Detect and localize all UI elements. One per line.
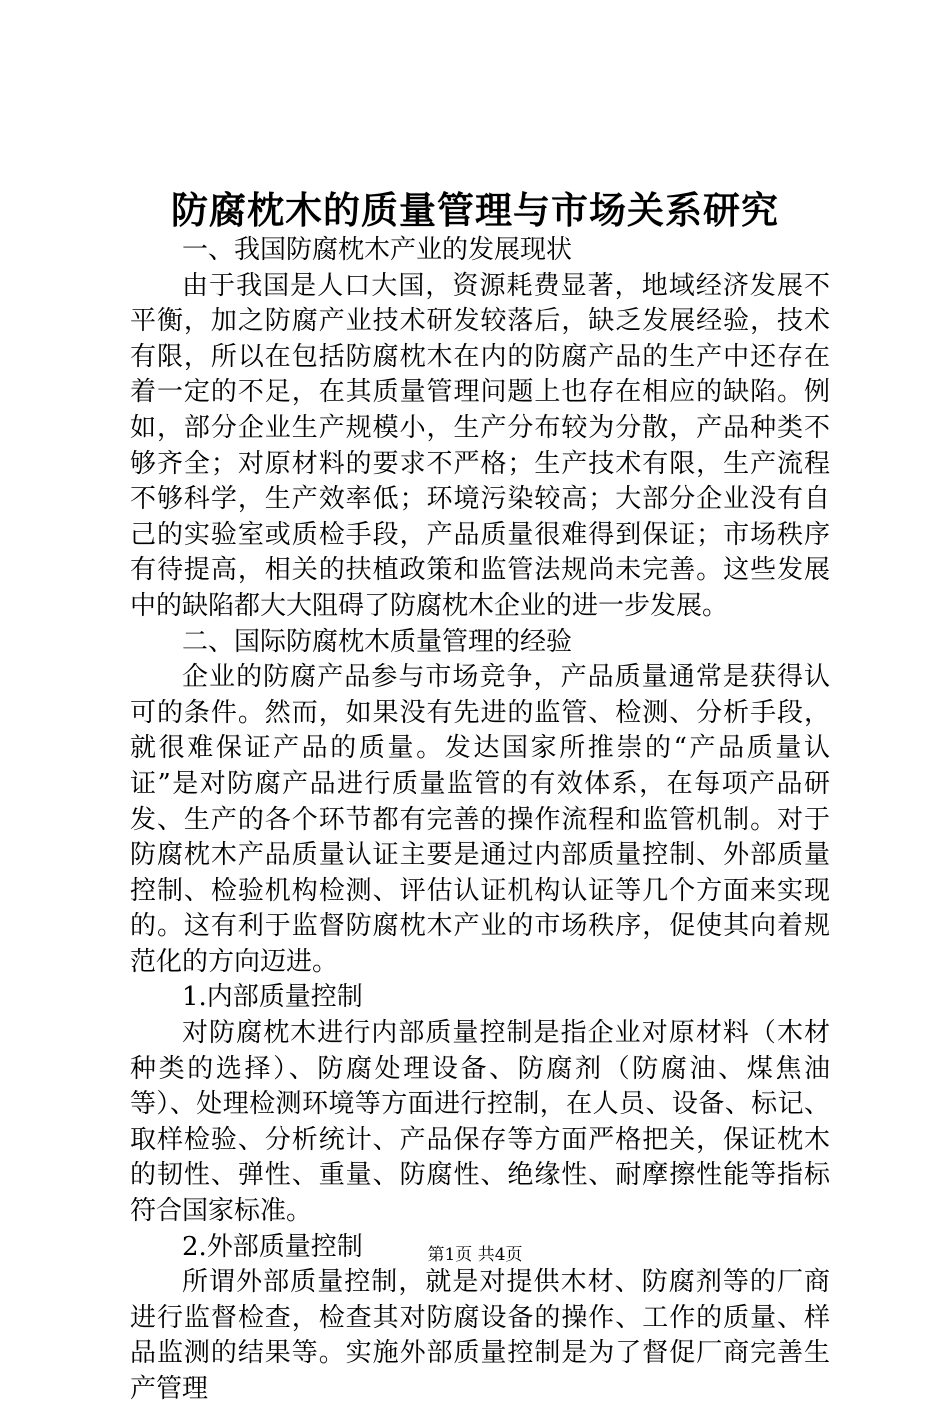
subsection-heading-2: 2.外部质量控制 (182, 1231, 363, 1262)
section-heading-1: 一、我国防腐枕木产业的发展现状 (182, 235, 573, 265)
section-heading-2: 二、国际防腐枕木质量管理的经验 (182, 626, 573, 657)
subsection-heading-1: 1.内部质量控制 (182, 982, 363, 1013)
paragraph: 所谓外部质量控制，就是对提供木材、防腐剂等的厂商进行监督检查，检查其对防腐设备的操作、工作的质量、样品监测的结果等。实施外部质量控制是为了督促厂商完善生产管理 (130, 1267, 830, 1404)
document-body (130, 233, 830, 1408)
paragraph: 对防腐枕木进行内部质量控制是指企业对原材料（木材种类的选择）、防腐处理设备、防腐剂（防腐油、煤焦油等）、处理检测环境等方面进行控制，在人员、设备、标记、取样检验、分析统计、产品保存等方面严格把关，保证枕木的韧性、弹性、重量、防腐性、绝缘性、耐摩擦性能等指标符合国家标准。 (130, 1018, 830, 1227)
page-footer: 第1页 共4页 (427, 1245, 523, 1265)
document-title: 防腐枕木的质量管理与市场关系研究 (171, 188, 779, 232)
paragraph: 由于我国是人口大国，资源耗费显著，地域经济发展不平衡，加之防腐产业技术研发较落后，缺乏发展经验，技术有限，所以在包括防腐枕木在内的防腐产品的生产中还存在着一定的不足，在其质量管理问题上也存在相应的缺陷。例如，部分企业生产规模小，生产分布较为分散，产品种类不够齐全；对原材料的要求不严格；生产技术有限，生产流程不够科学，生产效率低；环境污染较高；大部分企业没有自己的实验室或质检手段，产品质量很难得到保证；市场秩序有待提高，相关的扶植政策和监管法规尚未完善。这些发展中的缺陷都大大阻碍了防腐枕木企业的进一步发展。 (130, 270, 830, 621)
paragraph: 企业的防腐产品参与市场竞争，产品质量通常是获得认可的条件。然而，如果没有先进的监管、检测、分析手段，就很难保证产品的质量。发达国家所推崇的“产品质量认证”是对防腐产品进行质量监管的有效体系，在每项产品研发、生产的各个环节都有完善的操作流程和监管机制。对于防腐枕木产品质量认证主要是通过内部质量控制、外部质量控制、检验机构检测、评估认证机构认证等几个方面来实现的。这有利于监督防腐枕木产业的市场秩序，促使其向着规范化的方向迈进。 (130, 662, 830, 977)
